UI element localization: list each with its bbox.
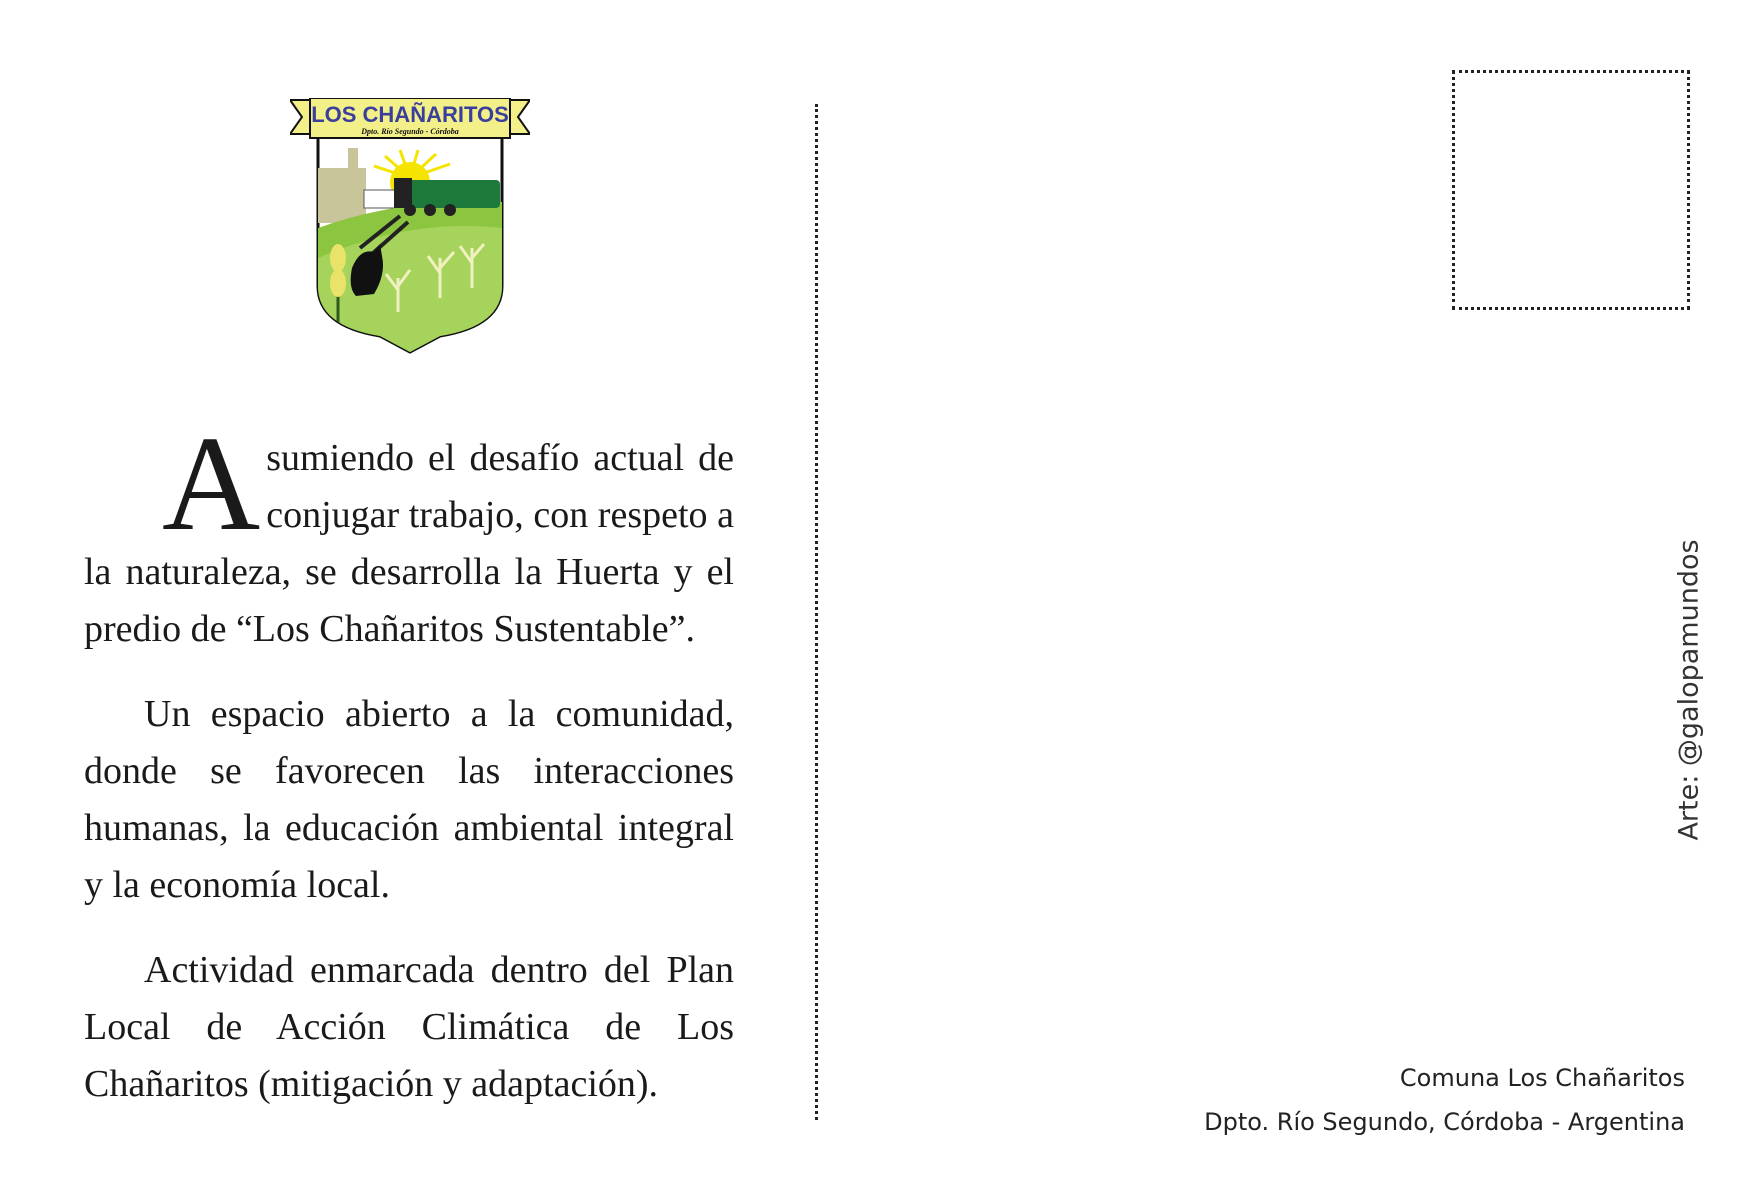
paragraph-3: Actividad enmarcada dentro del Plan Local de Acción Climática de Los Chañaritos (mitigación y adaptación). <box>84 949 734 1105</box>
emblem-banner-subtitle: Dpto. Río Segundo - Córdoba <box>361 127 459 136</box>
stamp-placeholder <box>1452 70 1690 310</box>
drop-cap: A <box>162 409 261 559</box>
municipal-coat-of-arms <box>290 98 530 358</box>
emblem-banner-title: LOS CHAÑARITOS <box>311 102 509 127</box>
paragraph-1 <box>84 409 734 658</box>
postcard-message <box>84 409 734 1141</box>
dotted-divider <box>815 104 818 1120</box>
sender-address <box>1204 1056 1685 1144</box>
artist-credit: Arte: @galopamundos <box>1673 539 1705 841</box>
address-line-1: Comuna Los Chañaritos <box>1399 1064 1685 1092</box>
address-line-2: Dpto. Río Segundo, Córdoba - Argentina <box>1204 1108 1685 1136</box>
paragraph-2: Un espacio abierto a la comunidad, donde se favorecen las interacciones humanas, la educación ambiental integral y la economía local. <box>84 693 734 906</box>
paragraph-1-text: sumiendo el desafío actual de conjugar trabajo, con respeto a la naturaleza, se desarrolla la Huerta y el predio de “Los Chañaritos Sustentable”. <box>84 437 734 650</box>
